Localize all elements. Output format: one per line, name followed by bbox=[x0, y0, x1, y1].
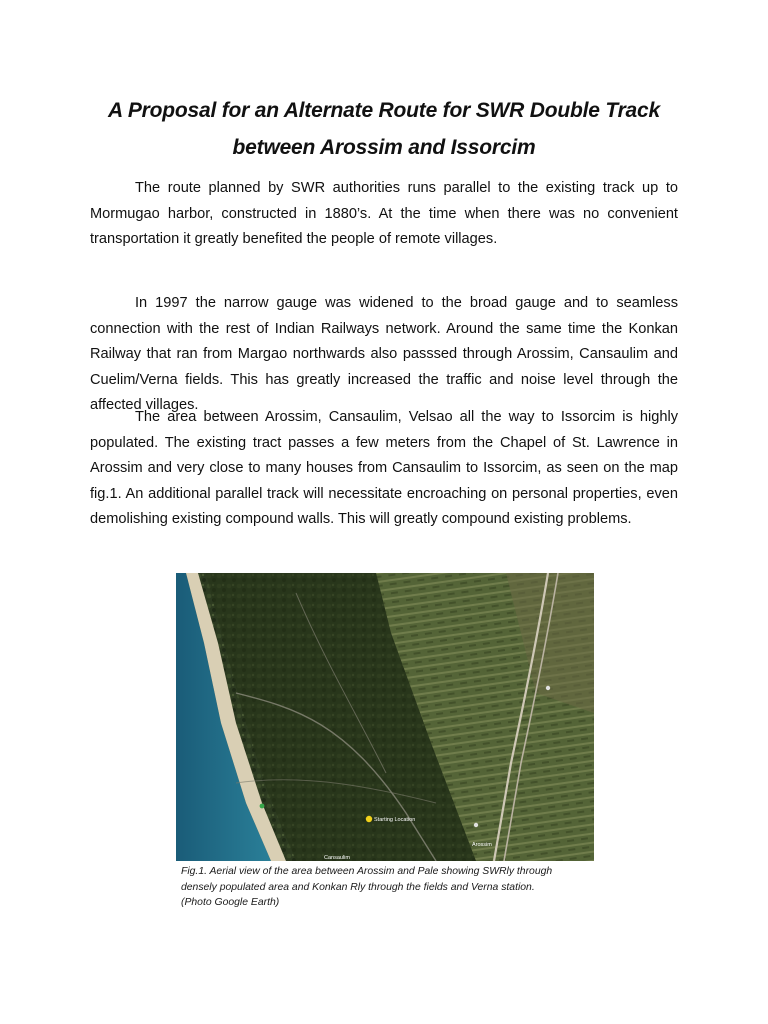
figure-caption bbox=[181, 864, 601, 911]
paragraph-2: In 1997 the narrow gauge was widened to the broad gauge and to seamless connection with the rest of Indian Railways network. Around the same time the Konkan Railway that ran from Margao northwards also passsed through Arossim, Cansaulim and Cuelim/Verna fields. This has greatly increased the traffic and noise level through the affected villages. bbox=[90, 295, 678, 413]
aerial-map-image bbox=[176, 573, 594, 861]
map-label-arossim: Arossim bbox=[472, 842, 492, 848]
caption-line-2: densely populated area and Konkan Rly through the fields and Verna station. bbox=[181, 881, 535, 893]
title-line-2: between Arossim and Issorcim bbox=[232, 136, 536, 159]
starting-location-marker bbox=[366, 816, 372, 822]
map-label-cansaulim: Cansaulim bbox=[324, 855, 350, 861]
paragraph-1: The route planned by SWR authorities runs parallel to the existing track up to Mormugao harbor, constructed in 1880’s. At the time when there was no convenient transportation it greatly benefited the people of remote villages. bbox=[90, 180, 678, 247]
title-line-1: A Proposal for an Alternate Route for SWR Double Track bbox=[108, 99, 660, 122]
caption-line-1: Fig.1. Aerial view of the area between Arossim and Pale showing SWRly through bbox=[181, 866, 553, 877]
aerial-map-graphic bbox=[176, 573, 594, 861]
map-label-starting-location: Starting Location bbox=[374, 817, 416, 823]
paragraph-3: The area between Arossim, Cansaulim, Velsao all the way to Issorcim is highly populated. The existing tract passes a few meters from the Chapel of St. Lawrence in Arossim and very close to many houses from Cansaulim to Issorcim, as seen on the map fig.1. An additional parallel track will necessitate encroaching on personal properties, even demolishing existing compound walls. This will greatly compound existing problems. bbox=[90, 409, 678, 527]
caption-line-3: (Photo Google Earth) bbox=[181, 897, 280, 908]
document-title bbox=[60, 92, 708, 166]
